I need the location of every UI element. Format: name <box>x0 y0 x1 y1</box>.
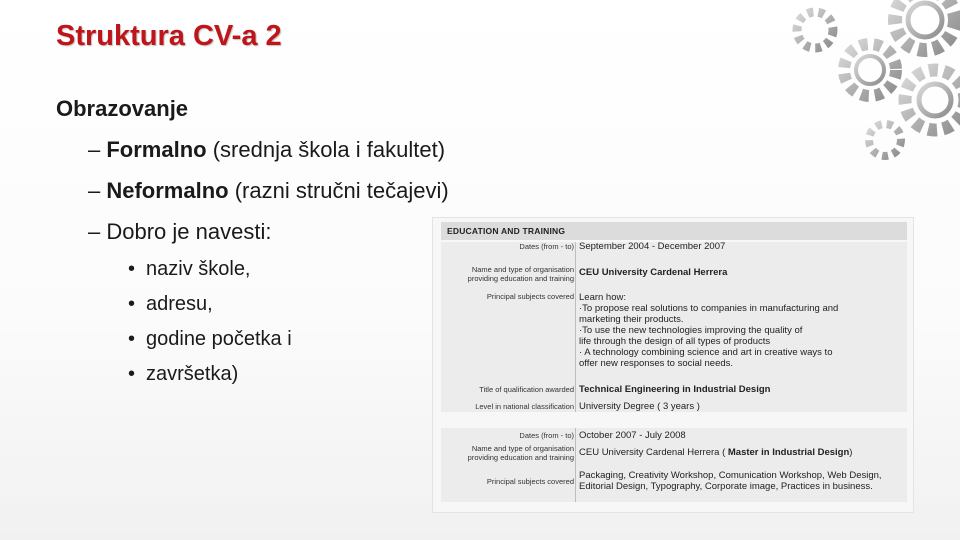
cv-value: ·To propose real solutions to companies in manufacturing and <box>579 303 839 314</box>
cv-value: CEU University Cardenal Herrera <box>579 267 728 278</box>
list-item-nonformal <box>56 170 449 211</box>
cv-value: Technical Engineering in Industrial Design <box>579 384 771 395</box>
slide-body <box>56 88 449 392</box>
cv-value <box>579 447 852 458</box>
cv-label: Principal subjects covered <box>486 292 574 301</box>
cv-value: marketing their products. <box>579 314 684 325</box>
bullet-item: • adresu, <box>128 287 449 322</box>
item-dash: – <box>88 137 107 162</box>
cv-label: providing education and training <box>467 453 574 462</box>
cv-value: · A technology combining science and art in creative ways to <box>579 347 833 358</box>
gears-icon <box>775 0 960 160</box>
section-heading: Obrazovanje <box>56 96 189 121</box>
item-text: Dobro je navesti: <box>106 219 272 244</box>
item-text: (srednja škola i fakultet) <box>206 137 446 162</box>
item-dash: – <box>88 219 107 244</box>
item-text: (razni stručni tečajevi) <box>228 178 449 203</box>
cv-header: EDUCATION AND TRAINING <box>447 226 566 236</box>
list-item-advice <box>56 211 449 252</box>
bullet-item: • naziv škole, <box>128 252 449 287</box>
item-bold: Formalno <box>106 137 207 162</box>
bullet-list <box>56 252 449 392</box>
cv-org-suffix: ) <box>849 447 853 458</box>
cv-value: Packaging, Creativity Workshop, Comunication Workshop, Web Design, <box>579 470 882 481</box>
cv-label: Title of qualification awarded <box>479 385 574 394</box>
cv-divider <box>575 428 576 502</box>
cv-label: Principal subjects covered <box>486 477 574 486</box>
cv-value: life through the design of all types of products <box>579 336 771 347</box>
list-item-formal <box>56 129 449 170</box>
cv-value: Editorial Design, Typography, Corporate image, Practices in business. <box>579 481 873 492</box>
cv-label: Dates (from - to) <box>519 431 574 440</box>
cv-label: Name and type of organisation <box>471 265 574 274</box>
cv-label: providing education and training <box>467 274 574 283</box>
item-dash: – <box>88 178 107 203</box>
cv-divider <box>575 242 576 412</box>
cv-value: September 2004 - December 2007 <box>579 241 726 252</box>
cv-org-bold: Master in Industrial Design <box>727 447 850 458</box>
cv-org-prefix: CEU University Cardenal Herrera ( <box>579 447 728 458</box>
cv-value: October 2007 - July 2008 <box>579 430 686 441</box>
cv-example-image <box>432 217 914 513</box>
cv-label: Level in national classification <box>475 402 574 411</box>
cv-label: Name and type of organisation <box>471 444 574 453</box>
bullet-item: • godine početka i <box>128 322 449 357</box>
bullet-item: • završetka) <box>128 357 449 392</box>
cv-value: University Degree ( 3 years ) <box>579 401 700 412</box>
cv-value: ·To use the new technologies improving the quality of <box>579 325 803 336</box>
item-bold: Neformalno <box>106 178 229 203</box>
slide-title: Struktura CV-a 2 <box>56 20 282 52</box>
cv-value: Learn how: <box>579 292 627 303</box>
cv-label: Dates (from - to) <box>519 242 574 251</box>
cv-value: offer new responses to social needs. <box>579 358 734 369</box>
